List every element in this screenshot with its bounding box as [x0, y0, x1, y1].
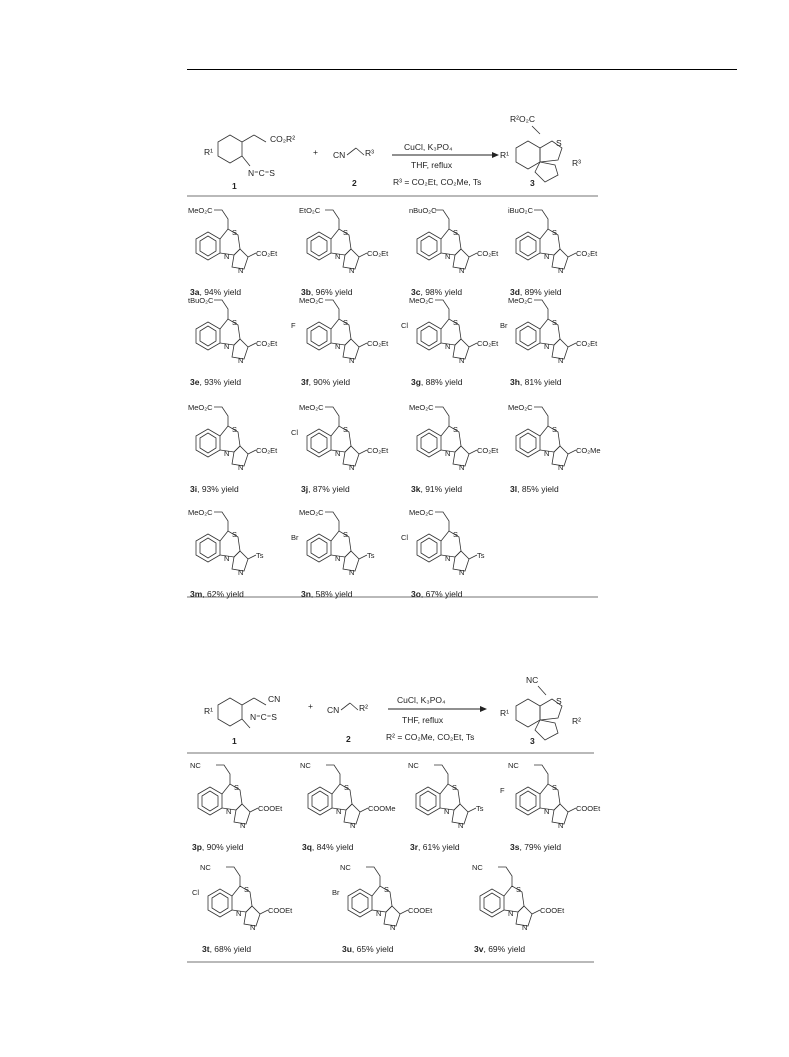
- r2-label: R²: [359, 703, 368, 713]
- r3-label: CO₂Et: [576, 249, 598, 258]
- compound-id: 3a: [190, 287, 200, 297]
- sulfur-label: S: [552, 425, 558, 434]
- product-3h: [500, 296, 598, 387]
- cn-label: CN: [327, 705, 340, 715]
- compound-id: 3c: [411, 287, 421, 297]
- nitrogen-label: N: [238, 463, 244, 472]
- nitrogen-label: N: [226, 807, 232, 816]
- nitrogen-label: N: [558, 356, 564, 365]
- product-3n: [291, 508, 375, 599]
- conditions-mid: THF, reflux: [411, 160, 453, 170]
- product-3j: [291, 403, 389, 494]
- r3-label: R³: [365, 148, 374, 158]
- scheme-1-reactant-2: [333, 148, 374, 188]
- scheme-1-reactant-1: [204, 134, 295, 191]
- scheme-2-arrow: [386, 695, 487, 742]
- compound-caption: [510, 842, 561, 852]
- cn-label: CN: [333, 150, 346, 160]
- r3-label: Ts: [256, 551, 264, 560]
- ring-substituent-label: F: [291, 321, 296, 330]
- ring-substituent-label: Cl: [192, 888, 200, 897]
- compound-yield: , 69% yield: [483, 944, 526, 954]
- compound-id: 3q: [302, 842, 312, 852]
- ring-substituent-label: Br: [500, 321, 508, 330]
- compound-yield: , 84% yield: [311, 842, 354, 852]
- product-3v: [472, 863, 565, 954]
- product-r3-label: R³: [572, 158, 581, 168]
- r3-label: COOMe: [368, 804, 396, 813]
- product-nc-label: NC: [526, 675, 539, 685]
- compound-id: 3i: [190, 484, 198, 494]
- r3-label: CO₂Et: [256, 446, 278, 455]
- compound-yield: , 93% yield: [199, 377, 242, 387]
- ester-label: MeO₂C: [409, 403, 434, 412]
- compound-id: 3m: [190, 589, 203, 599]
- compound-caption: [411, 589, 463, 599]
- nitrogen-label: N: [349, 568, 355, 577]
- nitrogen-label: N: [459, 568, 465, 577]
- sulfur-label: S: [453, 228, 459, 237]
- compound-yield: , 61% yield: [418, 842, 460, 852]
- scheme-1-product: [500, 114, 581, 188]
- nitrogen-label: N: [224, 554, 230, 563]
- compound-id: 3f: [301, 377, 309, 387]
- sulfur-label: S: [343, 530, 349, 539]
- r3-label: Ts: [477, 551, 485, 560]
- nitrogen-label: N: [459, 356, 465, 365]
- nitrogen-label: N: [349, 356, 355, 365]
- product-3d: [508, 206, 598, 297]
- compound-id: 3k: [411, 484, 421, 494]
- compound-id: 3p: [192, 842, 202, 852]
- nitrogen-label: N: [558, 266, 564, 275]
- product-3t: [192, 863, 293, 954]
- r3-label: Ts: [367, 551, 375, 560]
- scheme-1-product-grid: [188, 206, 601, 599]
- compound-caption: [301, 484, 350, 494]
- r3-label: COOEt: [576, 804, 601, 813]
- compound-yield: , 85% yield: [517, 484, 559, 494]
- product-3p: [190, 761, 283, 852]
- compound-yield: , 88% yield: [420, 377, 463, 387]
- nitrogen-label: N: [445, 449, 451, 458]
- compound-id: 3b: [301, 287, 311, 297]
- compound-id: 3l: [510, 484, 518, 494]
- ester-label: NC: [408, 761, 419, 770]
- nitrogen-label: N: [224, 342, 230, 351]
- scheme-1-arrow: [392, 142, 499, 187]
- r3-label: COOEt: [268, 906, 293, 915]
- ncs-label: N⁼C⁼S: [248, 168, 275, 178]
- r3-label: CO₂Et: [576, 339, 598, 348]
- sulfur-label: S: [516, 885, 522, 894]
- sulfur-label: S: [232, 425, 238, 434]
- conditions-r3: R³ = CO₂Et, CO₂Me, Ts: [393, 177, 482, 187]
- compound-caption: [342, 944, 394, 954]
- nitrogen-label: N: [544, 342, 550, 351]
- nitrogen-label: N: [335, 449, 341, 458]
- sulfur-label: S: [232, 530, 238, 539]
- ester-label: NC: [472, 863, 483, 872]
- r3-label: CO₂Me: [576, 446, 601, 455]
- compound-id: 3r: [410, 842, 419, 852]
- ester-label: EtO₂C: [299, 206, 321, 215]
- compound-yield: , 81% yield: [519, 377, 562, 387]
- compound-id: 3s: [510, 842, 520, 852]
- sulfur-label: S: [343, 425, 349, 434]
- nitrogen-label: N: [459, 463, 465, 472]
- product-3c: [409, 206, 499, 297]
- nitrogen-label: N: [458, 821, 464, 830]
- nitrogen-label: N: [508, 909, 514, 918]
- nitrogen-label: N: [349, 266, 355, 275]
- compound-yield: , 90% yield: [308, 377, 351, 387]
- r3-label: COOEt: [408, 906, 433, 915]
- r3-label: CO₂Et: [256, 249, 278, 258]
- ncs-label: N⁼C⁼S: [250, 712, 277, 722]
- r1-label: R¹: [204, 706, 213, 716]
- compound-caption: [190, 377, 241, 387]
- nitrogen-label: N: [445, 252, 451, 261]
- product-3o: [401, 508, 485, 599]
- scheme-2: [0, 660, 789, 980]
- sulfur-label: S: [244, 885, 250, 894]
- nitrogen-label: N: [445, 342, 451, 351]
- ester-label: MeO₂C: [299, 296, 324, 305]
- compound-caption: [474, 944, 525, 954]
- compound-caption: [302, 842, 354, 852]
- ester-label: MeO₂C: [188, 206, 213, 215]
- product-3i: [188, 403, 278, 494]
- product-ester-label: R²O₂C: [510, 114, 536, 124]
- product-3f: [291, 296, 389, 387]
- r3-label: CO₂Et: [367, 249, 389, 258]
- nitrogen-label: N: [558, 463, 564, 472]
- sulfur-label: S: [552, 228, 558, 237]
- product-3k: [409, 403, 499, 494]
- compound-id: 3j: [301, 484, 309, 494]
- r3-label: CO₂Et: [477, 249, 499, 258]
- compound-yield: , 89% yield: [519, 287, 562, 297]
- reactant-1-number: 1: [232, 736, 237, 746]
- compound-caption: [192, 842, 244, 852]
- compound-caption: [510, 377, 562, 387]
- nitrogen-label: N: [335, 342, 341, 351]
- product-3l: [508, 403, 601, 494]
- compound-yield: , 91% yield: [420, 484, 463, 494]
- scheme-2-canvas: [0, 660, 789, 980]
- ester-label: MeO₂C: [299, 403, 324, 412]
- compound-yield: , 68% yield: [209, 944, 252, 954]
- reactant-2-number: 2: [346, 734, 351, 744]
- product-3u: [332, 863, 433, 954]
- compound-caption: [202, 944, 251, 954]
- r3-label: CO₂Et: [367, 339, 389, 348]
- ring-substituent-label: Cl: [401, 533, 409, 542]
- nitrogen-label: N: [350, 821, 356, 830]
- ester-label: NC: [300, 761, 311, 770]
- r3-label: CO₂Et: [477, 446, 499, 455]
- sulfur-label: S: [232, 228, 238, 237]
- scheme-2-product-grid: [190, 761, 601, 954]
- compound-yield: , 98% yield: [420, 287, 463, 297]
- ring-substituent-label: Cl: [291, 428, 299, 437]
- nitrogen-label: N: [459, 266, 465, 275]
- conditions-r2: R² = CO₂Me, CO₂Et, Ts: [386, 732, 475, 742]
- ester-label: MeO₂C: [409, 508, 434, 517]
- product-r1-label: R¹: [500, 708, 509, 718]
- r3-label: CO₂Et: [367, 446, 389, 455]
- reactant-2-number: 2: [352, 178, 357, 188]
- scheme-2-reactant-2: [327, 703, 368, 744]
- nitrogen-label: N: [444, 807, 450, 816]
- product-number: 3: [530, 178, 535, 188]
- compound-caption: [410, 842, 460, 852]
- ester-label: MeO₂C: [188, 403, 213, 412]
- ester-label: NC: [200, 863, 211, 872]
- compound-yield: , 93% yield: [197, 484, 239, 494]
- conditions-top: CuCl, K₃PO₄: [404, 142, 453, 152]
- ring-substituent-label: Br: [332, 888, 340, 897]
- scheme-2-product: [500, 675, 581, 746]
- nitrogen-label: N: [445, 554, 451, 563]
- product-number: 3: [530, 736, 535, 746]
- nitrogen-label: N: [544, 807, 550, 816]
- nitrogen-label: N: [236, 909, 242, 918]
- ester-label: MeO₂C: [508, 296, 533, 305]
- ester-label: nBuO₂C: [409, 206, 437, 215]
- compound-caption: [510, 484, 559, 494]
- nitrogen-label: N: [238, 266, 244, 275]
- r3-label: CO₂Et: [477, 339, 499, 348]
- nitrogen-label: N: [522, 923, 528, 932]
- compound-caption: [411, 484, 462, 494]
- nitrogen-label: N: [390, 923, 396, 932]
- product-3b: [299, 206, 389, 297]
- sulfur-label: S: [452, 783, 458, 792]
- compound-yield: , 96% yield: [310, 287, 353, 297]
- ring-substituent-label: Cl: [401, 321, 409, 330]
- nitrogen-label: N: [335, 554, 341, 563]
- ring-substituent-label: F: [500, 786, 505, 795]
- compound-caption: [411, 377, 463, 387]
- compound-id: 3e: [190, 377, 200, 387]
- sulfur-label: S: [453, 530, 459, 539]
- sulfur-label: S: [234, 783, 240, 792]
- ester-label: MeO₂C: [409, 296, 434, 305]
- nitrogen-label: N: [224, 449, 230, 458]
- sulfur-label: S: [384, 885, 390, 894]
- sulfur-label: S: [453, 318, 459, 327]
- ester-label: CO₂R²: [270, 134, 296, 144]
- product-3q: [300, 761, 396, 852]
- sulfur-label: S: [552, 318, 558, 327]
- nitrogen-label: N: [544, 252, 550, 261]
- product-3e: [188, 296, 278, 387]
- sulfur-label: S: [232, 318, 238, 327]
- sulfur-label: S: [343, 228, 349, 237]
- compound-yield: , 62% yield: [202, 589, 244, 599]
- compound-yield: , 94% yield: [199, 287, 242, 297]
- product-3a: [188, 206, 278, 297]
- sulfur-label: S: [556, 138, 562, 148]
- nitrogen-label: N: [336, 807, 342, 816]
- compound-caption: [301, 589, 353, 599]
- nitrogen-label: N: [544, 449, 550, 458]
- r3-label: CO₂Et: [256, 339, 278, 348]
- nitrogen-label: N: [238, 356, 244, 365]
- compound-id: 3t: [202, 944, 210, 954]
- nitrogen-label: N: [349, 463, 355, 472]
- compound-caption: [190, 484, 239, 494]
- r3-label: Ts: [476, 804, 484, 813]
- compound-id: 3v: [474, 944, 484, 954]
- compound-id: 3g: [411, 377, 421, 387]
- nitrogen-label: N: [558, 821, 564, 830]
- sulfur-label: S: [344, 783, 350, 792]
- compound-id: 3u: [342, 944, 352, 954]
- ester-label: NC: [508, 761, 519, 770]
- compound-yield: , 58% yield: [310, 589, 353, 599]
- product-3g: [401, 296, 499, 387]
- ester-label: iBuO₂C: [508, 206, 534, 215]
- nitrogen-label: N: [224, 252, 230, 261]
- nitrogen-label: N: [240, 821, 246, 830]
- ester-label: MeO₂C: [188, 508, 213, 517]
- product-r1-label: R¹: [500, 150, 509, 160]
- reactant-1-number: 1: [232, 181, 237, 191]
- sulfur-label: S: [453, 425, 459, 434]
- r3-label: COOEt: [540, 906, 565, 915]
- compound-yield: , 87% yield: [308, 484, 350, 494]
- nitrogen-label: N: [376, 909, 382, 918]
- sulfur-label: S: [343, 318, 349, 327]
- compound-id: 3n: [301, 589, 311, 599]
- ester-label: NC: [190, 761, 201, 770]
- compound-yield: , 65% yield: [351, 944, 394, 954]
- product-3r: [408, 761, 484, 852]
- compound-caption: [301, 377, 350, 387]
- r3-label: COOEt: [258, 804, 283, 813]
- product-3s: [500, 761, 601, 852]
- ester-label: tBuO₂C: [188, 296, 214, 305]
- scheme-2-reactant-1: [204, 694, 280, 746]
- compound-yield: , 90% yield: [201, 842, 244, 852]
- sulfur-label: S: [552, 783, 558, 792]
- ester-label: NC: [340, 863, 351, 872]
- compound-yield: , 67% yield: [420, 589, 463, 599]
- conditions-mid: THF, reflux: [402, 715, 444, 725]
- cn-label: CN: [268, 694, 281, 704]
- nitrogen-label: N: [250, 923, 256, 932]
- compound-id: 3h: [510, 377, 520, 387]
- plus-sign: +: [308, 701, 313, 711]
- compound-id: 3o: [411, 589, 421, 599]
- nitrogen-label: N: [238, 568, 244, 577]
- compound-yield: , 79% yield: [519, 842, 562, 852]
- ring-substituent-label: Br: [291, 533, 299, 542]
- compound-id: 3d: [510, 287, 520, 297]
- plus-sign: +: [313, 147, 318, 157]
- ester-label: MeO₂C: [299, 508, 324, 517]
- product-r2-label: R²: [572, 716, 581, 726]
- r1-label: R¹: [204, 147, 213, 157]
- compound-caption: [190, 589, 244, 599]
- product-3m: [188, 508, 264, 599]
- sulfur-label: S: [556, 696, 562, 706]
- ester-label: MeO₂C: [508, 403, 533, 412]
- conditions-top: CuCl, K₃PO₄: [397, 695, 446, 705]
- nitrogen-label: N: [335, 252, 341, 261]
